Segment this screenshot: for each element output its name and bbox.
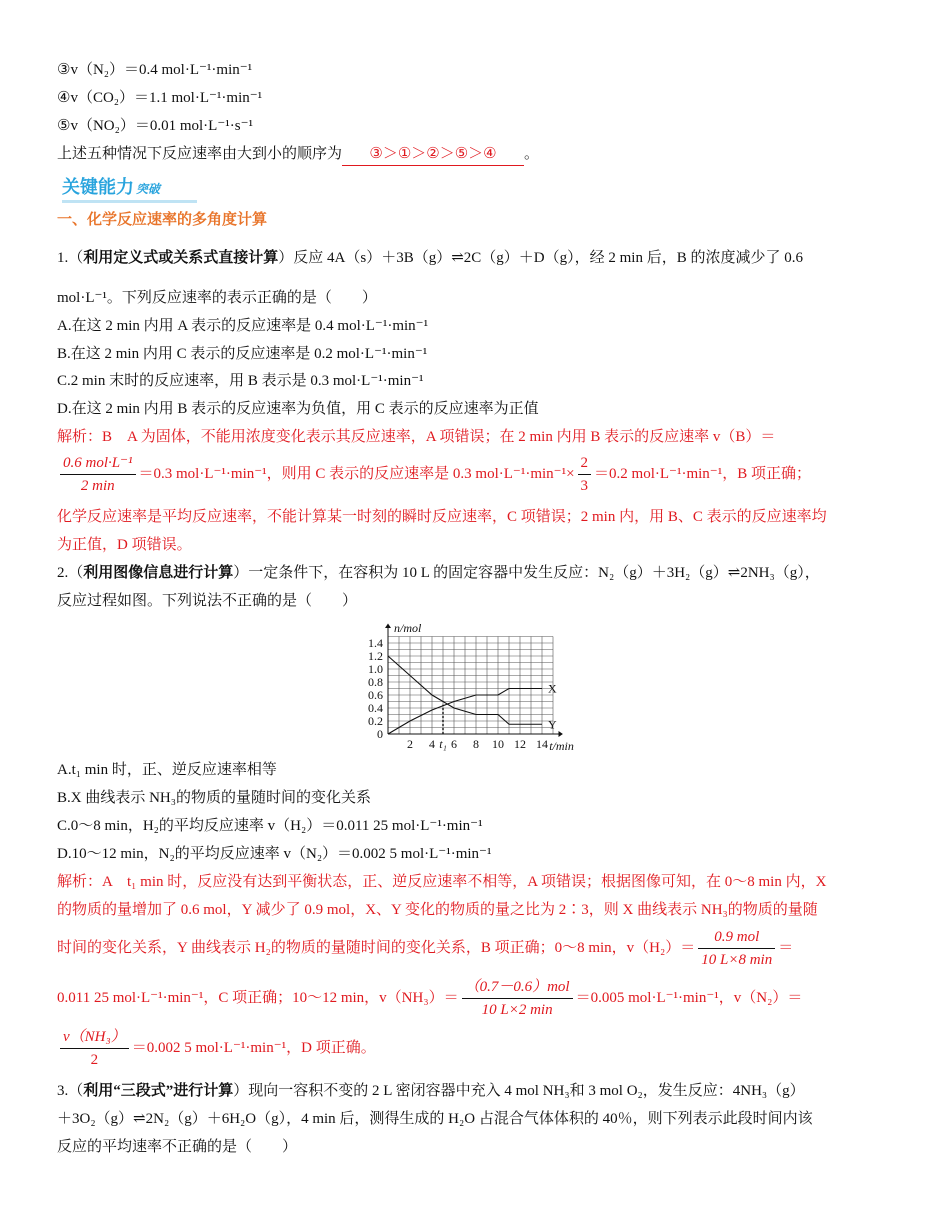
q1-answer-line2 [57, 452, 811, 497]
q1-fraction-2 [578, 452, 592, 497]
q2-option-c: C.0～8 min，H₂的平均反应速率 v（H₂）＝0.011 25 mol·L⁻¹·min⁻¹ [57, 818, 483, 834]
y-axis-arrow [385, 624, 391, 629]
q1-option-a: A.在这 2 min 内用 A 表示的反应速率是 0.4 mol·L⁻¹·min⁻¹ [57, 318, 429, 334]
q2-option-b: B.X 曲线表示 NH₃的物质的量随时间的变化关系 [57, 790, 371, 806]
q2-fraction-3-num: v（NH₃） [60, 1026, 129, 1049]
q1-answer-text-b: ＝0.2 mol·L⁻¹·min⁻¹，B 项正确； [594, 465, 811, 482]
q1-stem-text: ）反应 4A（s）＋3B（g）⇌2C（g）＋D（g），经 2 min 后，B 的浓度减少了 0.6 [278, 250, 803, 266]
q2-method: 利用图像信息进行计算 [83, 565, 234, 581]
x-tick-label: 14 [536, 737, 548, 751]
section-subtitle: 一、化学反应速率的多角度计算 [57, 210, 268, 228]
q2-option-d: D.10～12 min，N₂的平均反应速率 v（N₂）＝0.002 5 mol·L⁻¹·min⁻¹ [57, 846, 492, 862]
mole-time-chart [330, 612, 610, 757]
q1-answer-text-a: ＝0.3 mol·L⁻¹·min⁻¹，则用 C 表示的反应速率是 0.3 mol·L⁻¹·min⁻¹× [138, 465, 575, 482]
q2-fraction-1 [698, 926, 775, 971]
y-tick-label: 0.8 [368, 675, 383, 689]
q2-stem-line1 [57, 562, 820, 584]
q1-answer-line1: 解析：B A 为固体，不能用浓度变化表示其反应速率，A 项错误；在 2 min 内用 B 表示的反应速率 v（B）＝ [57, 429, 776, 445]
x-tick-label: 2 [407, 737, 413, 751]
q2-stem-text: ）一定条件下，在容积为 10 L 的固定容器中发生反应：N₂（g）＋3H₂（g）⇌2NH₃（g）， [233, 565, 820, 581]
q1-fraction-num: 0.6 mol·L⁻¹ [60, 452, 136, 475]
q1-stem-line2: mol·L⁻¹。下列反应速率的表示正确的是（ ） [57, 290, 377, 306]
order-prefix: 上述五种情况下反应速率由大到小的顺序为 [57, 146, 343, 162]
q2-answer-text-3b: ＝ [778, 939, 794, 956]
q2-fraction-2-num: （0.7－0.6）mol [462, 976, 573, 999]
y-tick-label: 1.2 [368, 649, 383, 663]
x-axis-arrow [559, 731, 563, 737]
section-badge: 突破 [136, 182, 161, 196]
y-tick-label: 0 [377, 727, 383, 741]
q1-option-c: C.2 min 末时的反应速率，用 B 表示是 0.3 mol·L⁻¹·min⁻¹ [57, 373, 424, 389]
order-line [57, 143, 539, 166]
q1-stem-line1 [57, 247, 803, 269]
x-axis-label: t/min [549, 739, 574, 753]
y-axis-label: n/mol [394, 621, 422, 635]
q1-fraction-2-num: 2 [578, 452, 592, 475]
q1-answer-line4: 为正值，D 项错误。 [57, 537, 192, 553]
q1-method: 利用定义式或关系式直接计算 [83, 250, 279, 266]
q1-fraction-2-den: 3 [580, 478, 589, 494]
q3-method: 利用“三段式”进行计算 [83, 1083, 234, 1099]
section-title-text: 关键能力 [62, 177, 134, 198]
q2-fraction-1-num: 0.9 mol [698, 926, 775, 949]
order-answer: ③＞①＞②＞⑤＞④ [342, 143, 524, 166]
x-tick-label: 6 [451, 737, 457, 751]
line-4: ④v（CO₂）＝1.1 mol·L⁻¹·min⁻¹ [57, 90, 263, 106]
series-label-y: Y [548, 717, 557, 732]
q2-answer-line1: 解析：A t₁ min 时，反应没有达到平衡状态，正、逆反应速率不相等，A 项错误；根据图像可知，在 0～8 min 内，X [57, 874, 827, 890]
section-underline [62, 200, 197, 203]
q1-answer-line3: 化学反应速率是平均反应速率，不能计算某一时刻的瞬时反应速率，C 项错误；2 min 内，用 B、C 表示的反应速率均 [57, 509, 827, 525]
y-tick-label: 0.2 [368, 714, 383, 728]
q1-fraction-den: 2 min [80, 478, 115, 494]
q2-fraction-3 [60, 1026, 129, 1071]
q3-num: 3.（ [57, 1083, 84, 1099]
q2-answer-text-3a: 时间的变化关系，Y 曲线表示 H₂的物质的量随时间的变化关系，B 项正确；0～8 min，v（H₂）＝ [57, 939, 696, 956]
q2-answer-line5 [57, 1026, 376, 1071]
y-tick-label: 1.0 [368, 662, 383, 676]
q2-option-a: A.t₁ min 时，正、逆反应速率相等 [57, 762, 277, 778]
q2-answer-text-5: ＝0.002 5 mol·L⁻¹·min⁻¹，D 项正确。 [131, 1039, 376, 1056]
q2-answer-line2: 的物质的量增加了 0.6 mol，Y 减少了 0.9 mol，X、Y 变化的物质的量之比为 2∶3，则 X 曲线表示 NH₃的物质的量随 [57, 902, 818, 918]
q2-answer-text-4a: 0.011 25 mol·L⁻¹·min⁻¹，C 项正确；10～12 min，v（NH₃）＝ [57, 989, 459, 1006]
line-3: ③v（N₂）＝0.4 mol·L⁻¹·min⁻¹ [57, 62, 253, 78]
q2-fraction-2 [462, 976, 573, 1021]
q3-stem-line2: ＋3O₂（g）⇌2N₂（g）＋6H₂O（g），4 min 后，测得生成的 H₂O 占混合气体体积的 40％，则下列表示此段时间内该 [57, 1111, 813, 1127]
x-tick-label: 4 [429, 737, 435, 751]
x-tick-label: 8 [473, 737, 479, 751]
section-title [62, 177, 160, 200]
q2-fraction-1-den: 10 L×8 min [701, 952, 773, 968]
q1-option-b: B.在这 2 min 内用 C 表示的反应速率是 0.2 mol·L⁻¹·min⁻¹ [57, 346, 428, 362]
q2-fraction-2-den: 10 L×2 min [481, 1002, 553, 1018]
q2-answer-line4 [57, 976, 802, 1021]
q1-option-d: D.在这 2 min 内用 B 表示的反应速率为负值，用 C 表示的反应速率为正值 [57, 401, 539, 417]
y-tick-label: 0.6 [368, 688, 383, 702]
q1-fraction [60, 452, 136, 497]
y-tick-label: 1.4 [368, 636, 383, 650]
y-tick-label: 0.4 [368, 701, 383, 715]
x-tick-label: 10 [492, 737, 504, 751]
x-tick-label: 12 [514, 737, 526, 751]
q2-answer-text-4b: ＝0.005 mol·L⁻¹·min⁻¹，v（N₂）＝ [575, 989, 803, 1006]
order-suffix: 。 [524, 146, 540, 162]
x-tick-label: t₁ [439, 737, 447, 751]
q2-answer-line3 [57, 926, 793, 971]
line-5: ⑤v（NO₂）＝0.01 mol·L⁻¹·s⁻¹ [57, 118, 253, 134]
series-label-x: X [548, 681, 557, 696]
q2-num: 2.（ [57, 565, 84, 581]
q3-stem-text: ）现向一容积不变的 2 L 密闭容器中充入 4 mol NH₃和 3 mol O₂，发生反应：4NH₃（g） [233, 1083, 805, 1099]
q2-stem-line2: 反应过程如图。下列说法不正确的是（ ） [57, 593, 358, 609]
q3-stem-line1 [57, 1080, 805, 1102]
q2-fraction-3-den: 2 [90, 1052, 99, 1068]
q1-num: 1.（ [57, 250, 84, 266]
q3-stem-line3: 反应的平均速率不正确的是（ ） [57, 1139, 298, 1155]
